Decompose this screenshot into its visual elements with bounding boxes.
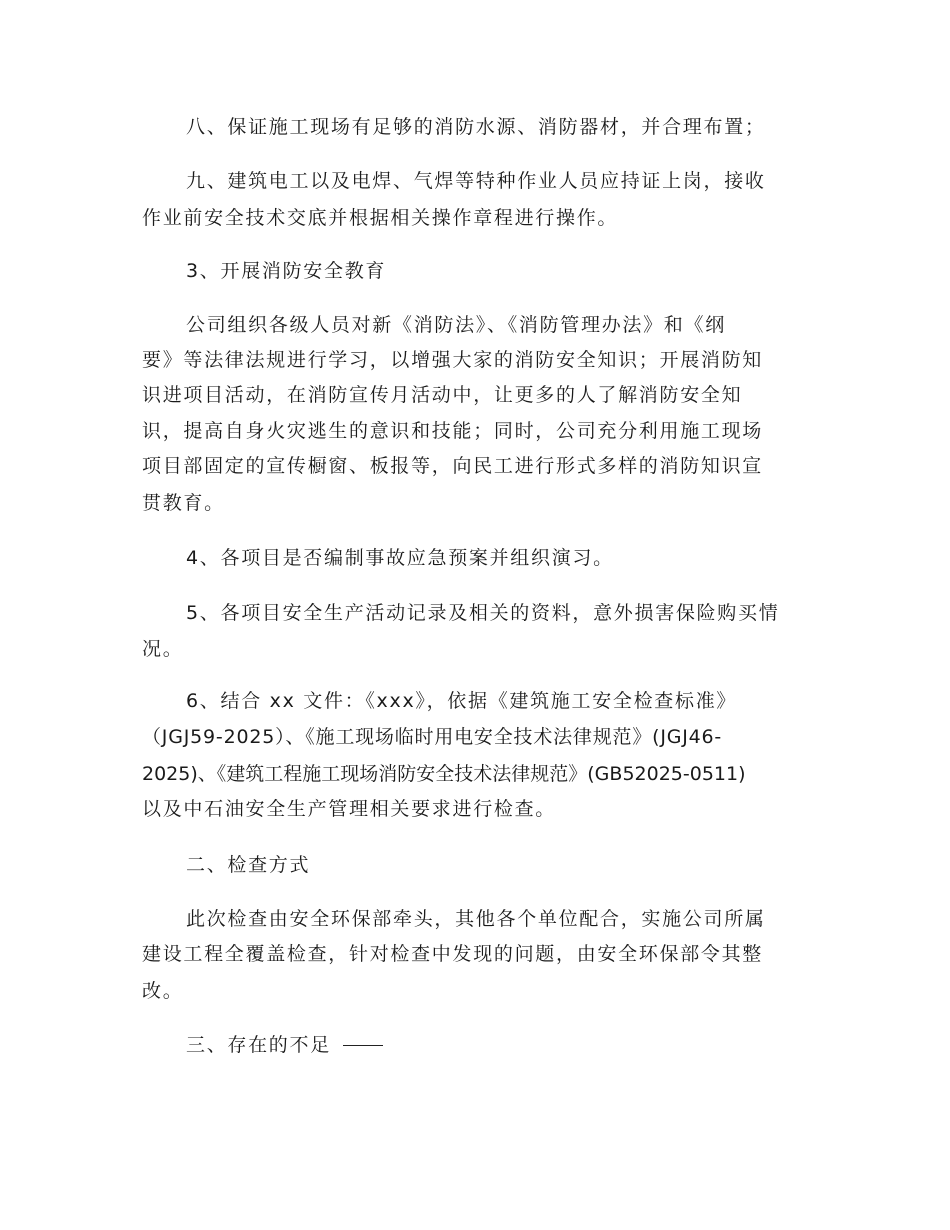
paragraph-line: 八、保证施工现场有足够的消防水源、消防器材，并合理布置； <box>186 116 766 138</box>
paragraph-line: （JGJ59-2025）、《施工现场临时用电安全技术法律规范》(JGJ46- <box>142 726 723 748</box>
paragraph-line: 改。 <box>142 980 184 1002</box>
paragraph-line: 5、各项目安全生产活动记录及相关的资料，意外损害保险购买情 <box>186 602 780 624</box>
paragraph-line: 识，提高自身火灾逃生的意识和技能；同时，公司充分利用施工现场 <box>142 420 764 442</box>
paragraph-line: 识进项目活动，在消防宣传月活动中，让更多的人了解消防安全知 <box>142 384 743 406</box>
paragraph-line: 作业前安全技术交底并根据相关操作章程进行操作。 <box>142 207 619 229</box>
paragraph-line: 公司组织各级人员对新《消防法》、《消防管理办法》和《纲 <box>186 314 726 336</box>
paragraph-line: 九、建筑电工以及电焊、气焊等特种作业人员应持证上岗，接收 <box>186 170 766 192</box>
paragraph-line: 4、各项目是否编制事故应急预案并组织演习。 <box>186 547 614 569</box>
paragraph-line: 建设工程全覆盖检查，针对检查中发现的问题，由安全环保部令其整 <box>142 943 764 965</box>
paragraph-line: 以及中石油安全生产管理相关要求进行检查。 <box>142 798 557 820</box>
dash-rule <box>343 1045 383 1046</box>
section-heading: 3、开展消防安全教育 <box>186 260 387 282</box>
section-heading <box>186 1032 383 1058</box>
paragraph-line: 6、结合 xx 文件：《xxx》，依据《建筑施工安全检查标准》 <box>186 690 738 712</box>
paragraph-line: 2025)、《建筑工程施工现场消防安全技术法律规范》(GB52025-0511) <box>142 763 746 785</box>
paragraph-line: 此次检查由安全环保部牵头，其他各个单位配合，实施公司所属 <box>186 908 766 930</box>
section-heading: 二、检查方式 <box>186 854 311 876</box>
paragraph-line: 贯教育。 <box>142 492 225 514</box>
paragraph-line: 况。 <box>142 638 184 660</box>
section-heading-text: 三、存在的不足 <box>186 1034 331 1056</box>
paragraph-line: 要》等法律法规进行学习，以增强大家的消防安全知识；开展消防知 <box>142 349 764 371</box>
paragraph-line: 项目部固定的宣传橱窗、板报等，向民工进行形式多样的消防知识宣 <box>142 455 764 477</box>
